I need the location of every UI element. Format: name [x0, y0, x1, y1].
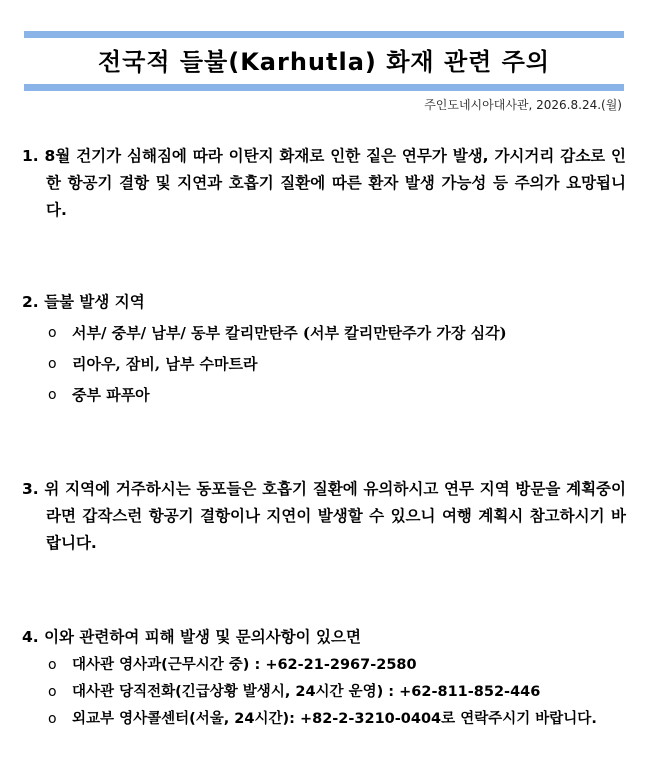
notice-dateline: 주인도네시아대사관, 2026.8.24.(월) [424, 98, 622, 112]
bullet-icon: o [48, 684, 57, 700]
section-1 [22, 143, 626, 224]
bullet-icon: o [48, 387, 57, 403]
section-2 [22, 290, 626, 411]
list-item: o 중부 파푸아 [22, 380, 626, 411]
title-bar-bottom [24, 84, 624, 91]
bullet-icon: o [48, 657, 57, 673]
list-item: o 대사관 당직전화(긴급상황 발생시, 24시간 운영) : +62-811-852-446 [22, 679, 626, 706]
section-3-text: 3. 위 지역에 거주하시는 동포들은 호흡기 질환에 유의하시고 연무 지역 방문을 계획중이라면 갑작스런 항공기 결항이나 지연이 발생할 수 있으니 여행 계획시 참고하시기 바랍니다. [22, 480, 626, 552]
list-item: o 외교부 영사콜센터(서울, 24시간): +82-2-3210-0404로 연락주시기 바랍니다. [22, 706, 626, 733]
section-4-heading: 4. 이와 관련하여 피해 발생 및 문의사항이 있으면 [22, 628, 361, 646]
list-item: o 대사관 영사과(근무시간 중) : +62-21-2967-2580 [22, 652, 626, 679]
section-2-heading: 2. 들불 발생 지역 [22, 293, 145, 311]
list-item: o 서부/ 중부/ 남부/ 동부 칼리만탄주 (서부 칼리만탄주가 가장 심각) [22, 318, 626, 349]
bullet-icon: o [48, 711, 57, 727]
section-1-text: 1. 8월 건기가 심해짐에 따라 이탄지 화재로 인한 짙은 연무가 발생, 가시거리 감소로 인한 항공기 결항 및 지연과 호흡기 질환에 따른 환자 발생 가능성 등 주의가 요망됩니다. [22, 147, 626, 219]
bullet-icon: o [48, 356, 57, 372]
section-3 [22, 476, 626, 557]
notice-title: 전국적 들불(Karhutla) 화재 관련 주의 [97, 48, 551, 76]
bullet-icon: o [48, 325, 57, 341]
list-item: o 리아우, 잠비, 남부 수마트라 [22, 349, 626, 380]
section-4 [22, 625, 626, 733]
title-bar-top [24, 31, 624, 38]
